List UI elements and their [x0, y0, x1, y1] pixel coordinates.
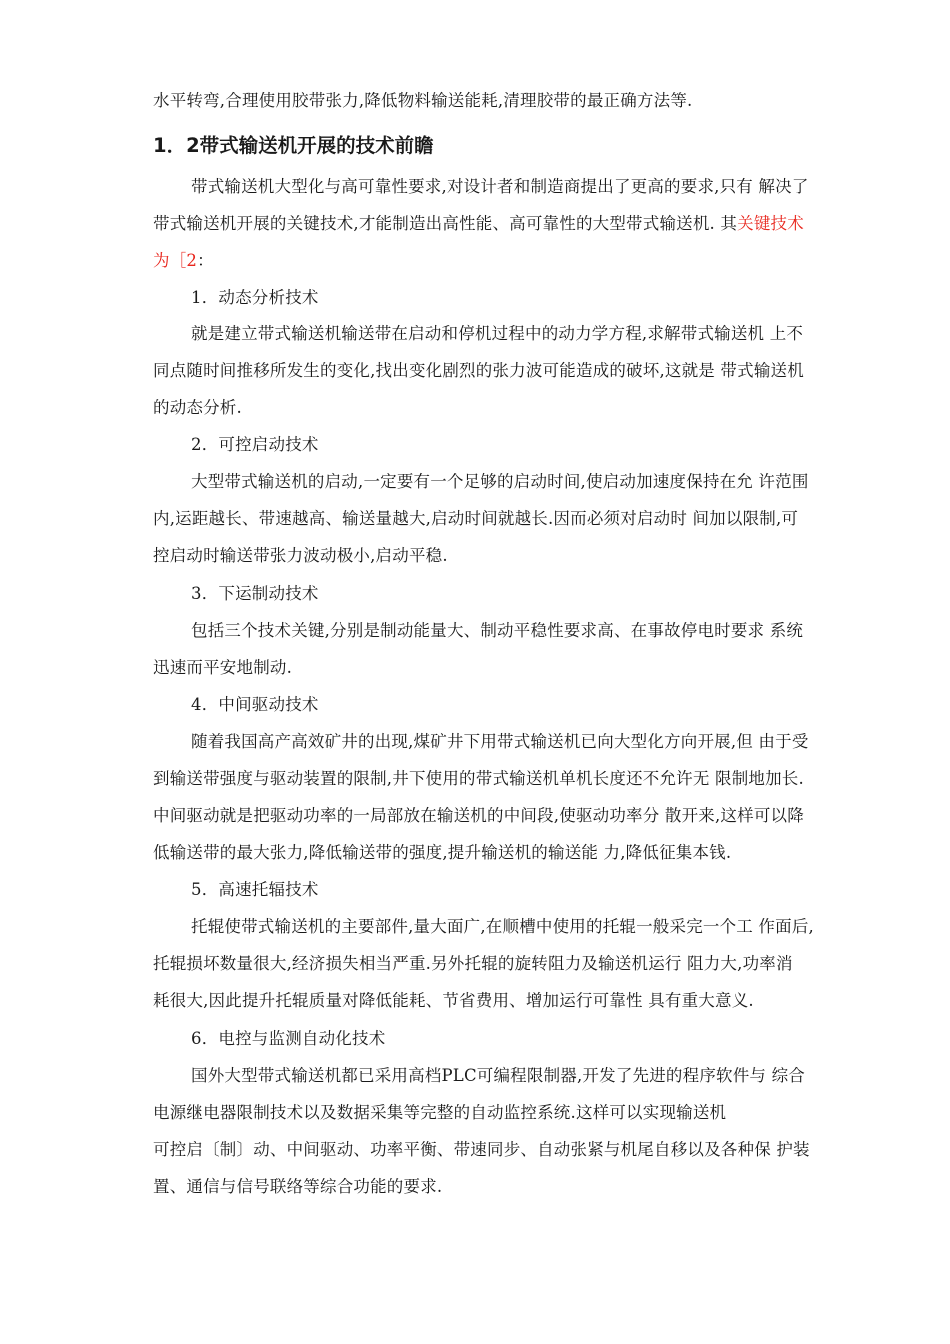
paragraph-line: 内,运距越长、带速越高、输送量越大,启动时间就越长.因而必须对启动时 间加以限制,可 — [153, 509, 799, 528]
paragraph-text: 带式输送机开展的关键技术,才能制造出高性能、高可靠性的大型带式输送机. 其 — [153, 214, 738, 233]
paragraph-line: 带式输送机大型化与高可靠性要求,对设计者和制造商提出了更高的要求,只有 解决了 — [191, 177, 809, 196]
highlighted-text: 为［2 — [153, 251, 198, 270]
paragraph-line: 包括三个技术关键,分别是制动能量大、制动平稳性要求高、在事故停电时要求 系统 — [191, 621, 804, 640]
item-title: 6．电控与监测自动化技术 — [191, 1029, 386, 1048]
paragraph-line: 就是建立带式输送机输送带在启动和停机过程中的动力学方程,求解带式输送机 上不 — [191, 324, 804, 343]
paragraph-line: 控启动时输送带张力波动极小,启动平稳. — [153, 546, 448, 565]
item-title: 5．高速托辐技术 — [191, 880, 319, 899]
paragraph-line: 的动态分析. — [153, 398, 242, 417]
item-title: 3．下运制动技术 — [191, 584, 319, 603]
paragraph-line: 电源继电器限制技术以及数据采集等完整的自动监控系统.这样可以实现输送机 — [153, 1103, 727, 1122]
paragraph-line: 托辊损坏数量很大,经济损失相当严重.另外托辊的旋转阻力及输送机运行 阻力大,功率消 — [153, 954, 793, 973]
paragraph-line — [153, 214, 804, 234]
paragraph-line: 托辊使带式输送机的主要部件,量大面广,在顺槽中使用的托辊一般采完一个工 作面后, — [191, 917, 814, 936]
paragraph-text: ： — [197, 251, 214, 270]
paragraph-line: 国外大型带式输送机都已采用高档PLC可编程限制器,开发了先进的程序软件与 综合 — [191, 1066, 805, 1085]
item-title: 2．可控启动技术 — [191, 435, 319, 454]
highlighted-text: 关键技术 — [737, 214, 804, 233]
section-heading: 1．2带式输送机开展的技术前瞻 — [153, 134, 434, 157]
paragraph-line: 低输送带的最大张力,降低输送带的强度,提升输送机的输送能 力,降低征集本钱. — [153, 843, 732, 862]
paragraph-line — [153, 251, 214, 271]
paragraph-line: 大型带式输送机的启动,一定要有一个足够的启动时间,使启动加速度保持在允 许范围 — [191, 472, 809, 491]
paragraph-line: 可控启〔制〕动、中间驱动、功率平衡、带速同步、自动张紧与机尾自移以及各种保 护装 — [153, 1140, 810, 1159]
item-title: 4．中间驱动技术 — [191, 695, 319, 714]
paragraph-line: 置、通信与信号联络等综合功能的要求. — [153, 1177, 443, 1196]
paragraph-line: 迅速而平安地制动. — [153, 658, 293, 677]
paragraph-line: 中间驱动就是把驱动功率的一局部放在输送机的中间段,使驱动功率分 散开来,这样可以降 — [153, 806, 804, 825]
paragraph-line: 到输送带强度与驱动装置的限制,井下使用的带式输送机单机长度还不允许无 限制地加长. — [153, 769, 804, 788]
paragraph-line: 同点随时间推移所发生的变化,找出变化剧烈的张力波可能造成的破坏,这就是 带式输送机 — [153, 361, 804, 380]
paragraph-line: 随着我国高产高效矿井的出现,煤矿井下用带式输送机已向大型化方向开展,但 由于受 — [191, 732, 809, 751]
intro-line: 水平转弯,合理使用胶带张力,降低物料输送能耗,清理胶带的最正确方法等. — [153, 91, 693, 110]
item-title: 1．动态分析技术 — [191, 288, 319, 307]
paragraph-line: 耗很大,因此提升托辊质量对降低能耗、节省费用、增加运行可靠性 具有重大意义. — [153, 991, 754, 1010]
